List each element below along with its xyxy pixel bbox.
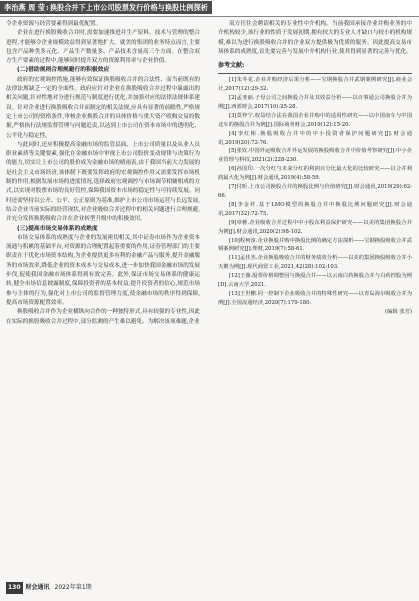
references-rule [218, 73, 412, 74]
reference-item: [11]孟佳杰.企业换股吸收合并的财务绩效分析——以美的集团换股吸收合并小天鹅为例[J].现代商贸工业,2021,42(28):102-103. [218, 255, 412, 271]
right-column [218, 20, 412, 317]
paragraph: 令企业资源与经营要素得到最优配置。 [6, 21, 102, 27]
paragraph: 市场交易体系的成熟度与企业的发展密切相关,其中证券市场作为企业资本流通与积累的基础平台,对资源的合理配置起着重要的作用,证券管理部门的主要职责在于优化市场资本结构,为企业提供更多有利的金融产品与服务,提升金融服务的市场效率,降低企业的资本成本与交易成本,进一步加快我国金融市场的发展步伐,促使我国金融市场体系得到有效完善。此外,保证市场交易体系的健康运转,健全市场信息披露制度,保障投资者的基本权益,提升投资者的信心,规范市场参与主体的行为,强化对上市公司的监督管理力度,使金融市场的秩序得到保障,提高市场资源配置效率。 [6, 234, 200, 306]
paragraph: 政府的宏观调控措施,能够有效保证换股吸收合并的合法性、而当前既有的法律法规缺乏一定的全面性。政府应针对企业在换股吸收合并过程中暴露出的相关问题,针对性地对分进行规范与制度进行优化,并加强对应的法律法规体系建设。针对企业进行换股吸收合并而制定的相关法规,应具有显著的前瞻性,严格规定上市公司的资格条件,审核企业换股合并的具体价格与重大资产收购交易的数据,严格执行法规监督管理与问题追责,以达到上市公司在资本市场中的透明化、公平化与稳定性。 [6, 76, 200, 139]
reference-item: [3]莫梓宁.权益结合法在我国企业并购中的适用性研究——以中国南车与中国北车的换股合并为例[J].国际商务财会,2019(12):15-20. [218, 112, 412, 128]
reference-item: [5]张钦.中国外运吸收合并外运发展的换股吸收合并中价值考察研究[J].中小企业管理与科技,2021(2):228-230. [218, 148, 412, 164]
editor-note: (编辑 张芳) [384, 308, 412, 315]
issue-label: 2022年第1期 [54, 584, 92, 591]
header-title: 换股合并下上市公司股票发行价格与换股比例探析 [49, 3, 208, 12]
page-number: 130 [6, 582, 23, 594]
page-header [0, 0, 419, 16]
page-footer [6, 582, 92, 594]
reference-item: [1]朱冬花.企业并购经济后果分析——宝钢换股合并武钢案例研究[J].商业会计,2017(12):29-32. [218, 77, 412, 93]
reference-item: [2]孟亚丽.子母公司之间换股合并及其效益分析——以百事通公司换股合并为例[J].西部财会,2017(10):25-28. [218, 95, 412, 110]
section-heading: (二)借助规则合理规避行的积极效应 [17, 67, 110, 74]
left-column [6, 20, 200, 327]
header-authors: 李治燕 周 莹 [4, 3, 45, 12]
paragraph: 与此同时,还应积极提高金融市场的监管层面、上市公司质量以及从业人员职业素质等关键要素,强化在金融市场中审视上市公司股价变动规律与决策行为的能力,切实让上市公司的股价成为金融市场的晴雨表,由于我国当前大力发展的是社会主义市场经济,该体制下既要发挥政府的宏观调控作用又需要发挥市场机制的作用,根据发展市场的进度情况,选择政府宏观调控与市场调节相辅相成的方式,以实现对股票市场的良好管控,保障我国资本市场的稳定性与可持续发展。同时还需坚持以公开、公平、公正原则为基准,维护上市公司市场运营与长远发展,结合企业当前实际的经营现状,对企业吸收合并过程中的相关问题进行合理规避,并充分发挥换股吸收合并在企业转型升级中的积极效用。 [6, 141, 200, 223]
header-rule [0, 16, 419, 17]
reference-item: [6]孙国印.一次分红与未来分红的利润百分比最大化的比较研究——以合并利润最大化为例[J].财会通讯,2019(4):58-59. [218, 166, 412, 182]
reference-item: [9]章雅.企业吸收合并过程中中小股东利益保护研究——以美的集团换股合并为例[J].财会通讯,2020(2):98-102. [218, 219, 412, 235]
header-banner: 李治燕 周 莹:换股合并下上市公司股票发行价格与换股比例探析 [0, 1, 212, 14]
paragraph: 双方往往会聘请相关的专业性中介机构。当前我国承接企业并购业务的中介机构较少,该行业的性质于发展初期,拥有较大的专业人才缺口与较小的机构规模,难以为进行换股吸收合并的企业双方提供极为优质的服务。因此提高交易市场体系的成熟度,首先要完善与发展中介机构行业,使其得到显著的完善与优化。 [218, 21, 412, 55]
journal-name: 财会通讯 [25, 584, 50, 591]
reference-item: [10]程柯淳.企业换股并购中换股比例的确定方法探析——宝钢换股吸收合并武钢案例研究[J].理财,2019(7):58-61. [218, 237, 412, 253]
reference-item: [13]王世鹏.同一控制下企业吸收合并的特殊性研究——以青岛海尔吸收合并为例[J].全国流通经济,2020(7):179-180. [218, 290, 412, 306]
section-heading: (三)提高市场交易体系的成熟度 [17, 225, 98, 232]
reference-item: [8]李金祥.基于LMO模型的换股合并中换股比例问题研究[J].财会通讯,2017(32):72-75. [218, 201, 412, 217]
reference-item: [7]付昕.上市公司换股合并的换股比例与价值研究[J].财会通讯,2019(29):62-66. [218, 184, 412, 199]
references-title: 参考文献: [218, 62, 245, 70]
reference-item: [4]李红彬.换股吸收合并中的中小投资者保护问题研究[J].财会通讯,2019(20):72-76. [218, 130, 412, 146]
paragraph: 企业在进行换股吸收合并时,需要加速推进并生产原料、技术与管理的整合进程,才能够令企业规模效益得到显著地扩大。就美的集团的业务特点而言,主要包含产品种类多元化、产品生产数量多、产品技术含量高三个方面。在整合双方生产要素的过程中,能够同时提升双方的资源利用率与企业价值。 [6, 30, 200, 65]
paragraph: 换股吸收合并作为企业横纵向合作的一种独特形式,具有较强的专业性,因此在实际的换股吸收合并过程中,部分监测的产生难以避免。为解决该项难题,企业 [6, 309, 200, 325]
reference-item: [12]王薇.股票价格调整因与换股合并——以云南白药换股合并与白药控股为例[D].云南大学,2021. [218, 273, 412, 289]
